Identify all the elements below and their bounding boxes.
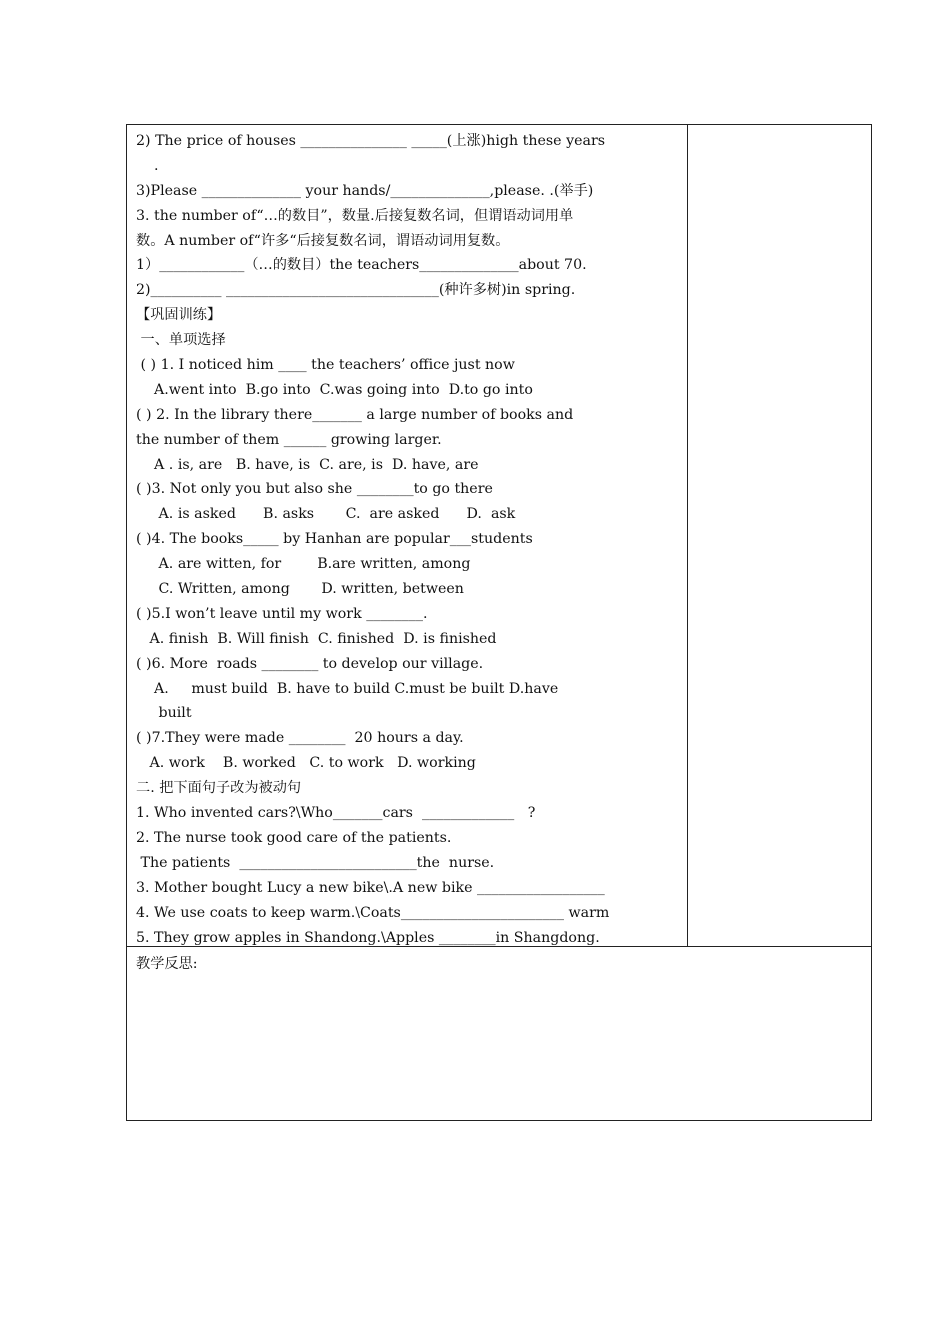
options-line: A. must build B. have to build C.must be built D.have	[136, 680, 559, 697]
text-line: 3. the number of“…的数目”，数量.后接复数名词，但谓语动词用单	[136, 207, 574, 224]
section-heading: 一、单项选择	[136, 332, 226, 349]
reflection-label: 教学反思:	[136, 956, 198, 972]
column-divider	[687, 125, 688, 946]
exercise-content	[136, 129, 676, 950]
section-title: 【巩固训练】	[136, 307, 222, 324]
options-line: A . is, are B. have, is C. are, is D. have, are	[136, 456, 479, 473]
question-line: ( )3. Not only you but also she ________to go there	[136, 481, 493, 498]
exercise-line: 5. They grow apples in Shandong.\Apples ________in Shangdong.	[136, 929, 600, 946]
options-line: A. is asked B. asks C. are asked D. ask	[136, 506, 516, 523]
options-line: A. finish B. Will finish C. finished D. is finished	[136, 630, 497, 647]
text-line: 2) The price of houses _______________ _____(上涨)high these years	[136, 133, 606, 149]
question-line: ( ) 2. In the library there_______ a large number of books and	[136, 406, 574, 423]
text-line: 1）____________（…的数目）the teachers______________about 70.	[136, 257, 587, 274]
question-line: ( )6. More roads ________ to develop our village.	[136, 655, 484, 672]
lesson-table	[126, 124, 872, 1121]
options-line: A.went into B.go into C.was going into D.to go into	[136, 381, 533, 398]
question-line: ( )4. The books_____ by Hanhan are popular___students	[136, 531, 533, 548]
question-line: ( )5.I won’t leave until my work ________.	[136, 605, 428, 622]
text-line: 数。A number of“许多“后接复数名词，谓语动词用复数。	[136, 232, 510, 249]
options-line: C. Written, among D. written, between	[136, 581, 464, 598]
options-line: A. are witten, for B.are written, among	[136, 556, 471, 573]
question-line: the number of them ______ growing larger.	[136, 431, 442, 448]
exercise-line: 2. The nurse took good care of the patients.	[136, 829, 452, 846]
exercise-line: 4. We use coats to keep warm.\Coats_______________________ warm	[136, 904, 610, 921]
exercise-line: The patients _________________________the nurse.	[136, 854, 495, 871]
options-line: built	[136, 705, 192, 722]
question-line: ( )7.They were made ________ 20 hours a day.	[136, 730, 464, 747]
options-line: A. work B. worked C. to work D. working	[136, 755, 476, 772]
text-line: 2)__________ ______________________________(种许多树)in spring.	[136, 282, 576, 299]
text-line: .	[136, 157, 159, 174]
question-line: ( ) 1. I noticed him ____ the teachers’ office just now	[136, 357, 515, 374]
exercise-line: 3. Mother bought Lucy a new bike\.A new bike __________________	[136, 879, 605, 896]
text-line: 3)Please ______________ your hands/______________,please. .(举手)	[136, 182, 594, 199]
section-heading: 二. 把下面句子改为被动句	[136, 780, 302, 797]
exercise-line: 1. Who invented cars?\Who_______cars _____________ ?	[136, 805, 536, 822]
